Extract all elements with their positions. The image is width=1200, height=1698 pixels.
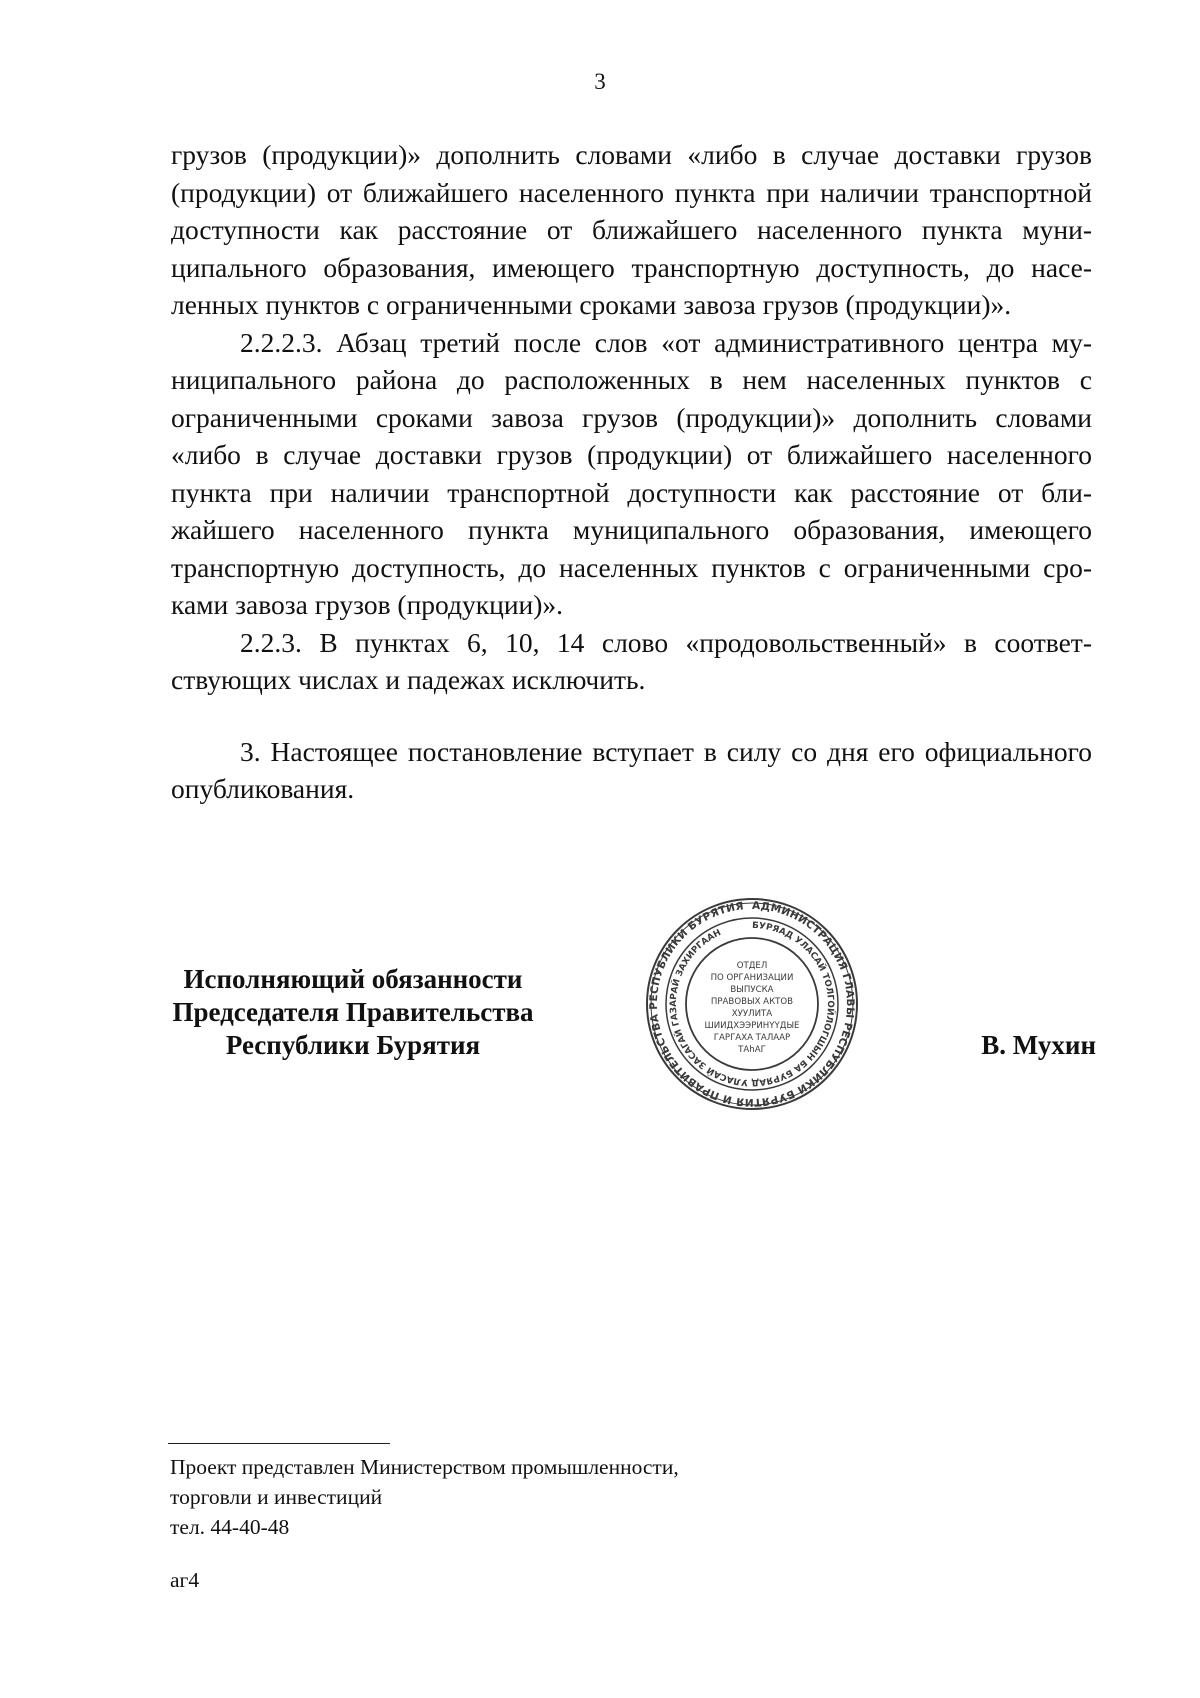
seal-center-line: ВЫПУСКА bbox=[730, 985, 774, 995]
footnote bbox=[170, 1452, 870, 1542]
official-seal bbox=[644, 896, 860, 1112]
signatory-title bbox=[158, 963, 548, 1062]
seal-center-line: ПО ОРГАНИЗАЦИИ bbox=[710, 973, 794, 983]
seal-outer-text: АДМИНИСТРАЦИЯ ГЛАВЫ РЕСПУБЛИКИ БУРЯТИЯ И ПРАВИТЕЛЬСТВА РЕСПУБЛИКИ БУРЯТИЯ bbox=[647, 899, 857, 1109]
page-number: 3 bbox=[594, 69, 606, 94]
seal-center-line: ГАРГАХА ТАЛААР bbox=[713, 1033, 791, 1043]
paragraph-3-effective-date: 3. Настоящее постановление вступает в силу со дня его официального опубликования. bbox=[171, 735, 1092, 804]
document-code: аг4 bbox=[170, 1568, 200, 1592]
paragraph-2-2-3: 2.2.3. В пунктах 6, 10, 14 слово «продовольственный» в соответствующих числах и падежах исключить. bbox=[171, 626, 1092, 695]
footnote-line: Проект представлен Министерством промышленности, bbox=[170, 1455, 679, 1479]
seal-center-line: ОТДЕЛ bbox=[736, 961, 768, 971]
footnote-line: тел. 44-40-48 bbox=[170, 1515, 290, 1539]
seal-center-line: ТАhАГ bbox=[738, 1045, 766, 1055]
footnote-line: торговли и инвестиций bbox=[170, 1485, 383, 1509]
seal-center-line: ХУУЛИТА bbox=[731, 1009, 773, 1019]
paragraph-continuation: грузов (продукции)» дополнить словами «либо в случае доставки грузов (продукции) от ближайшего населенного пункта при наличии транспортной доступности как расстояние от ближайшего населенного пункта муниципального образования, имеющего транспортную доступность, до населенных пунктов с ограниченными сроками завоза грузов (продукции)». bbox=[171, 139, 1092, 320]
paragraph-2-2-2-3: 2.2.2.3. Абзац третий после слов «от административного центра муниципального района до расположенных в нем населенных пунктов с ограниченными сроками завоза грузов (продукции)» дополнить словами «либо в случае доставки грузов (продукции) от ближайшего населенного пункта при наличии транспортной доступности как расстояние от ближайшего населенного пункта муниципального образования, имеющего транспортную доступность, до населенных пунктов с ограниченными сроками завоза грузов (продукции)». bbox=[171, 326, 1092, 620]
seal-center-line: ШИИДХЭЭРИНҮҮДЫЕ bbox=[704, 1021, 800, 1031]
document-body bbox=[171, 136, 1092, 808]
footnote-separator bbox=[168, 1443, 390, 1444]
seal-center-line: ПРАВОВЫХ АКТОВ bbox=[710, 997, 794, 1007]
signatory-title-line: Председателя Правительства bbox=[172, 997, 534, 1027]
seal-inner-text: БУРЯАД УЛАСАЙ ТОЛГОЙЛОГШЫН БА БУРЯАД УЛАСАЙ ЗАСАГАЙ ГАЗАРАЙ ЗАХИРГААН bbox=[668, 920, 835, 1088]
signatory-title-line: Республики Бурятия bbox=[225, 1030, 481, 1060]
signatory-name: В. Мухин bbox=[981, 1030, 1096, 1060]
signatory-title-line: Исполняющий обязанности bbox=[183, 964, 523, 994]
